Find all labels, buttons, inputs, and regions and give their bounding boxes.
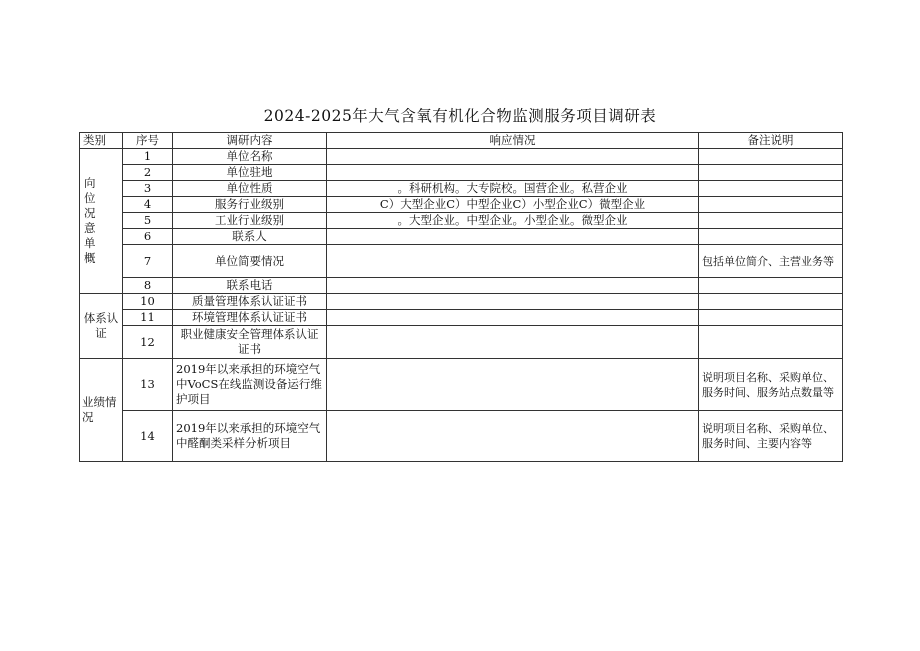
content-cell: 单位简要情况 — [173, 245, 327, 278]
seq-cell: 3 — [123, 181, 173, 197]
seq-cell: 7 — [123, 245, 173, 278]
header-content: 调研内容 — [173, 133, 327, 149]
survey-table — [79, 132, 843, 462]
table-row — [80, 359, 843, 411]
content-cell: 2019年以来承担的环境空气中醛酮类采样分析项目 — [173, 411, 327, 462]
content-cell: 职业健康安全管理体系认证证书 — [173, 326, 327, 359]
response-cell[interactable] — [327, 359, 699, 411]
seq-cell: 13 — [123, 359, 173, 411]
table-row — [80, 310, 843, 326]
category-cell-basic — [80, 149, 123, 294]
header-response: 响应情况 — [327, 133, 699, 149]
remark-cell[interactable] — [699, 294, 843, 310]
category-cell-certification: 体系认证 — [80, 294, 123, 359]
response-cell[interactable] — [327, 229, 699, 245]
remark-cell[interactable]: 说明项目名称、采购单位、服务时间、服务站点数量等 — [699, 359, 843, 411]
remark-cell[interactable] — [699, 326, 843, 359]
table-row — [80, 294, 843, 310]
remark-cell[interactable]: 说明项目名称、采购单位、服务时间、主要内容等 — [699, 411, 843, 462]
content-cell: 单位性质 — [173, 181, 327, 197]
table-row — [80, 165, 843, 181]
response-cell[interactable] — [327, 149, 699, 165]
seq-cell: 2 — [123, 165, 173, 181]
category-cell-performance: 业绩情况 — [80, 359, 123, 462]
response-cell[interactable]: 。大型企业。中型企业。小型企业。微型企业 — [327, 213, 699, 229]
seq-cell: 5 — [123, 213, 173, 229]
remark-cell[interactable]: 包括单位简介、主营业务等 — [699, 245, 843, 278]
table-row — [80, 197, 843, 213]
response-cell[interactable] — [327, 326, 699, 359]
content-cell: 工业行业级别 — [173, 213, 327, 229]
content-cell: 质量管理体系认证证书 — [173, 294, 327, 310]
table-header-row — [80, 133, 843, 149]
seq-cell: 8 — [123, 278, 173, 294]
remark-cell[interactable] — [699, 310, 843, 326]
table-row — [80, 213, 843, 229]
seq-cell: 11 — [123, 310, 173, 326]
content-cell: 单位名称 — [173, 149, 327, 165]
response-cell[interactable] — [327, 165, 699, 181]
table-row — [80, 411, 843, 462]
remark-cell[interactable] — [699, 197, 843, 213]
table-row — [80, 245, 843, 278]
content-cell: 环境管理体系认证证书 — [173, 310, 327, 326]
response-cell[interactable]: 。科研机构。大专院校。国营企业。私营企业 — [327, 181, 699, 197]
page-title: 2024-2025年大气含氧有机化合物监测服务项目调研表 — [263, 107, 657, 125]
content-cell: 联系电话 — [173, 278, 327, 294]
response-cell[interactable] — [327, 278, 699, 294]
table-row — [80, 181, 843, 197]
remark-cell[interactable] — [699, 229, 843, 245]
content-cell: 2019年以来承担的环境空气中VoCS在线监测设备运行维护项目 — [173, 359, 327, 411]
table-row — [80, 326, 843, 359]
seq-cell: 1 — [123, 149, 173, 165]
content-cell: 联系人 — [173, 229, 327, 245]
header-remark: 备注说明 — [699, 133, 843, 149]
remark-cell[interactable] — [699, 213, 843, 229]
remark-cell[interactable] — [699, 181, 843, 197]
seq-cell: 6 — [123, 229, 173, 245]
category-label: 向位况意单概 — [84, 176, 96, 265]
seq-cell: 14 — [123, 411, 173, 462]
remark-cell[interactable] — [699, 278, 843, 294]
header-category: 类别 — [80, 133, 123, 149]
remark-cell[interactable] — [699, 149, 843, 165]
table-row — [80, 278, 843, 294]
response-cell[interactable] — [327, 294, 699, 310]
response-cell[interactable] — [327, 310, 699, 326]
content-cell: 单位驻地 — [173, 165, 327, 181]
remark-cell[interactable] — [699, 165, 843, 181]
seq-cell: 4 — [123, 197, 173, 213]
seq-cell: 10 — [123, 294, 173, 310]
response-cell[interactable] — [327, 411, 699, 462]
table-row — [80, 229, 843, 245]
response-cell[interactable] — [327, 245, 699, 278]
seq-cell: 12 — [123, 326, 173, 359]
content-cell: 服务行业级别 — [173, 197, 327, 213]
response-cell[interactable]: C）大型企业C）中型企业C）小型企业C）微型企业 — [327, 197, 699, 213]
table-row — [80, 149, 843, 165]
header-seq: 序号 — [123, 133, 173, 149]
